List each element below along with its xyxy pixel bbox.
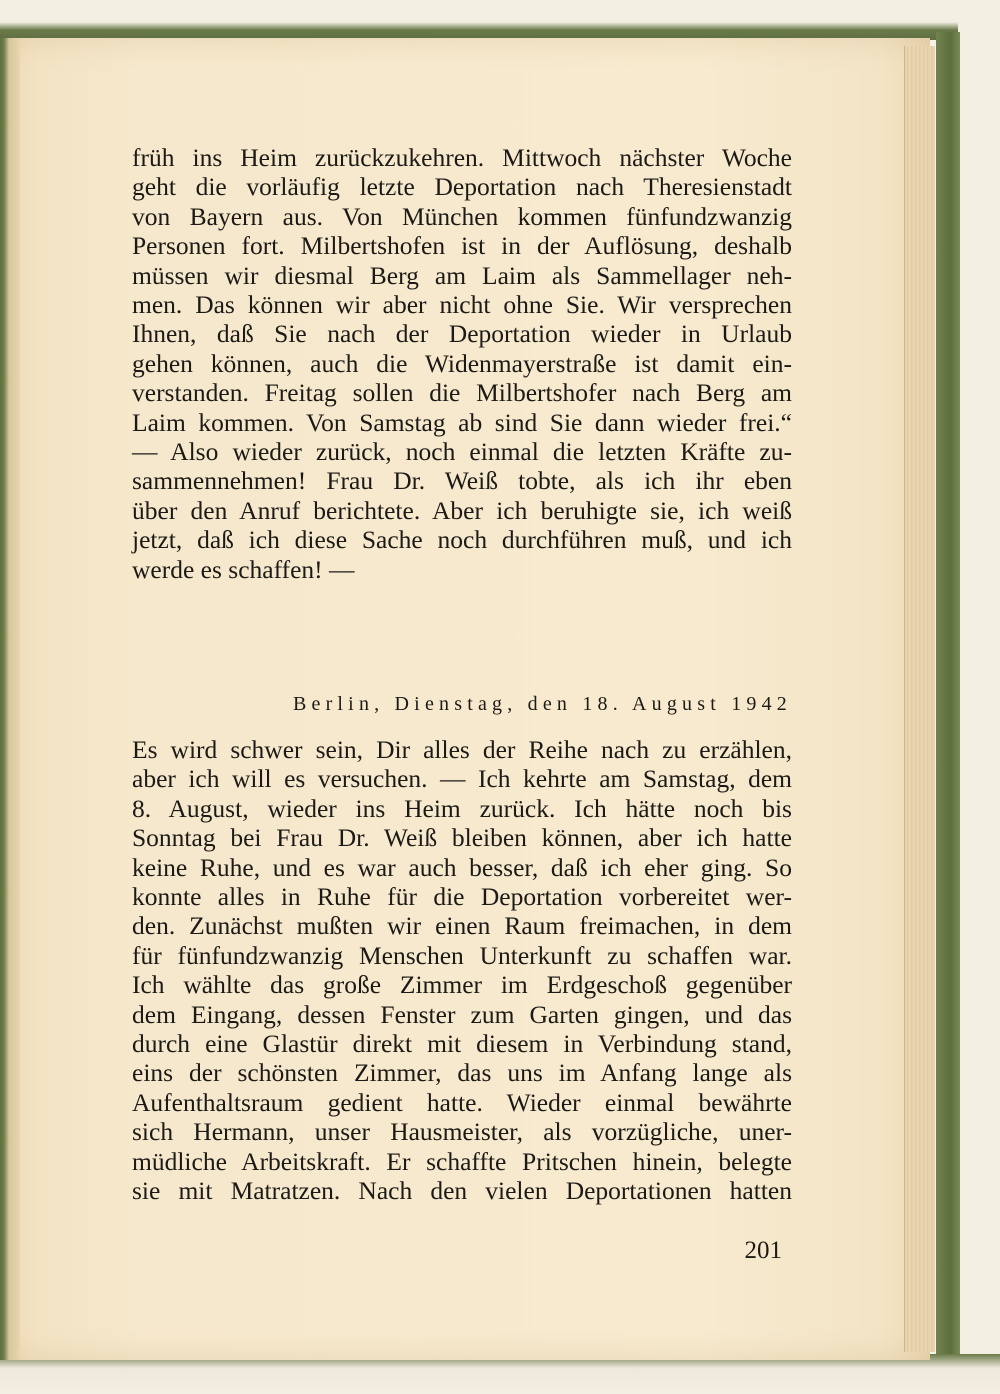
text-line: für fünfundzwanzig Menschen Unterkunft zu schaffen war. xyxy=(132,940,792,970)
background-right xyxy=(958,0,1000,1394)
text-line: 8. August, wieder ins Heim zurück. Ich hätte noch bis xyxy=(132,793,792,823)
text-line: Aufenthaltsraum gedient hatte. Wieder einmal bewährte xyxy=(132,1087,792,1117)
book-cover-bottom-edge xyxy=(0,1354,1000,1394)
page-number: 201 xyxy=(744,1237,782,1264)
text-line: jetzt, daß ich diese Sache noch durchführen muß, und ich xyxy=(132,525,792,555)
text-line: Personen fort. Milbertshofen ist in der Auflösung, deshalb xyxy=(132,231,792,261)
text-line: eins der schönsten Zimmer, das uns im Anfang lange als xyxy=(132,1058,792,1088)
text-line: sie mit Matratzen. Nach den vielen Deportationen hatten xyxy=(132,1176,792,1206)
text-line: geht die vorläufig letzte Deportation nach Theresienstadt xyxy=(132,172,792,202)
text-line: men. Das können wir aber nicht ohne Sie. Wir versprechen xyxy=(132,290,792,320)
text-line: durch eine Glastür direkt mit diesem in Verbindung stand, xyxy=(132,1029,792,1059)
text-line: — Also wieder zurück, noch einmal die letzten Kräfte zu- xyxy=(132,437,792,467)
text-line: keine Ruhe, und es war auch besser, daß ich eher ging. So xyxy=(132,852,792,882)
book-cover-top-edge xyxy=(0,0,1000,40)
text-line: Es wird schwer sein, Dir alles der Reihe nach zu erzählen, xyxy=(132,735,792,764)
text-line: müssen wir diesmal Berg am Laim als Sammellager neh- xyxy=(132,260,792,290)
book-cover-right-edge xyxy=(936,32,960,1362)
text-line: gehen können, auch die Widenmayerstraße ist damit ein- xyxy=(132,348,792,378)
page-edges-stack xyxy=(904,46,935,1352)
text-line: Ich wählte das große Zimmer im Erdgeschoß gegenüber xyxy=(132,970,792,1000)
text-line: konnte alles in Ruhe für die Deportation vorbereitet wer- xyxy=(132,882,792,912)
letter-heading-date: Berlin, Dienstag, den 18. August 1942 xyxy=(292,693,792,715)
text-line: den. Zunächst mußten wir einen Raum freimachen, in dem xyxy=(132,911,792,941)
text-line: dem Eingang, dessen Fenster zum Garten gingen, und das xyxy=(132,999,792,1029)
text-line: sammennehmen! Frau Dr. Weiß tobte, als ich ihr eben xyxy=(132,466,792,496)
text-line: werde es schaffen! — xyxy=(132,554,355,584)
text-line: Laim kommen. Von Samstag ab sind Sie dann wieder frei.“ xyxy=(132,407,792,437)
text-line: müdliche Arbeitskraft. Er schaffte Pritschen hinein, belegte xyxy=(132,1146,792,1176)
book-spine-gutter xyxy=(0,38,20,1360)
text-line: von Bayern aus. Von München kommen fünfundzwanzig xyxy=(132,201,792,231)
text-line: sich Hermann, unser Hausmeister, als vorzügliche, uner- xyxy=(132,1117,792,1147)
text-line: über den Anruf berichtete. Aber ich beruhigte sie, ich weiß xyxy=(132,495,792,525)
paragraph-continuation xyxy=(132,143,792,584)
text-line: Sonntag bei Frau Dr. Weiß bleiben können, aber ich hatte xyxy=(132,823,792,853)
text-line: Ihnen, daß Sie nach der Deportation wieder in Urlaub xyxy=(132,319,792,349)
letter-body xyxy=(132,735,792,1206)
text-line: aber ich will es versuchen. — Ich kehrte am Samstag, dem xyxy=(132,764,792,794)
text-line: früh ins Heim zurückzukehren. Mittwoch nächster Woche xyxy=(132,143,792,172)
text-line: verstanden. Freitag sollen die Milbertshofer nach Berg am xyxy=(132,378,792,408)
